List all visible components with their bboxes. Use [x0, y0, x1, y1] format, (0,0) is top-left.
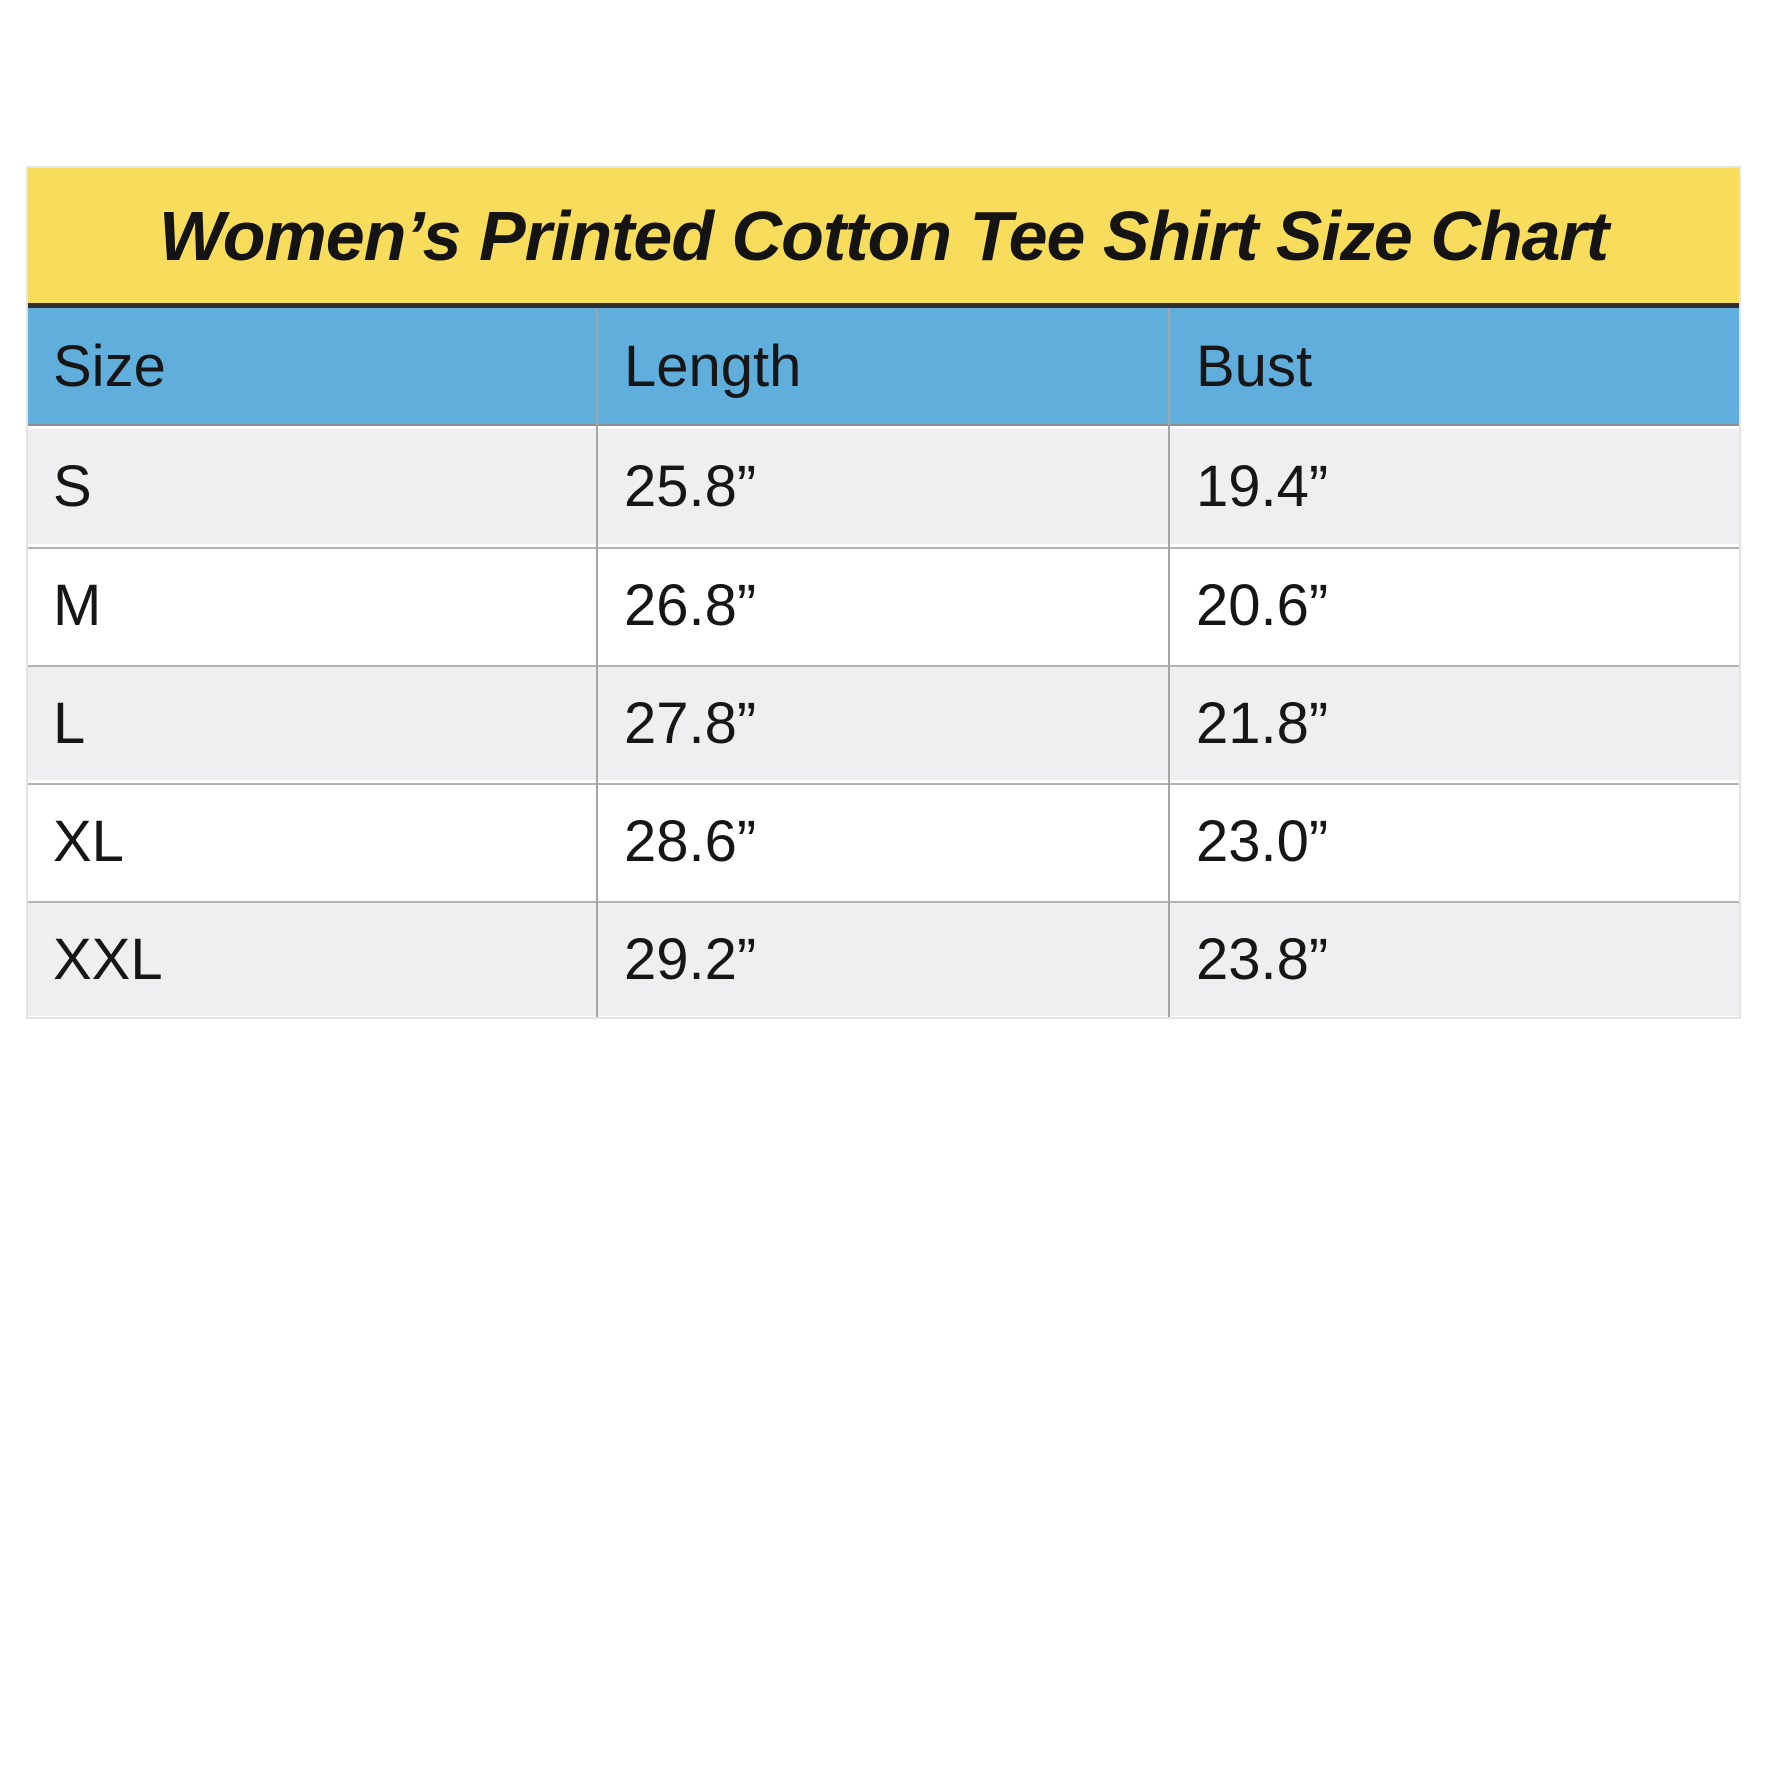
table-header-row — [28, 308, 1739, 426]
size-cell: M — [53, 573, 102, 638]
column-divider — [596, 308, 598, 1017]
table-row — [28, 901, 1739, 1016]
length-cell: 29.2” — [624, 927, 757, 992]
bust-cell: 20.6” — [1196, 573, 1329, 638]
column-header-length: Length — [624, 333, 802, 399]
column-header-bust: Bust — [1196, 333, 1313, 399]
length-cell: 28.6” — [624, 809, 757, 874]
length-cell: 27.8” — [624, 691, 757, 756]
bust-cell: 19.4” — [1196, 454, 1329, 519]
bust-cell: 23.8” — [1196, 927, 1329, 992]
size-cell: XXL — [53, 927, 163, 992]
table-row — [28, 665, 1739, 780]
table-row — [28, 547, 1739, 662]
size-chart-table — [28, 168, 1739, 1017]
length-cell: 26.8” — [624, 573, 757, 638]
column-header-size: Size — [53, 333, 166, 399]
table-row — [28, 783, 1739, 898]
table-row — [28, 429, 1739, 544]
bust-cell: 23.0” — [1196, 809, 1329, 874]
title-bar — [28, 168, 1739, 303]
size-cell: L — [53, 691, 86, 756]
column-divider — [1168, 308, 1170, 1017]
page-title: Women’s Printed Cotton Tee Shirt Size Chart — [158, 196, 1609, 275]
size-cell: S — [53, 454, 92, 519]
length-cell: 25.8” — [624, 454, 757, 519]
bust-cell: 21.8” — [1196, 691, 1329, 756]
size-cell: XL — [53, 809, 124, 874]
